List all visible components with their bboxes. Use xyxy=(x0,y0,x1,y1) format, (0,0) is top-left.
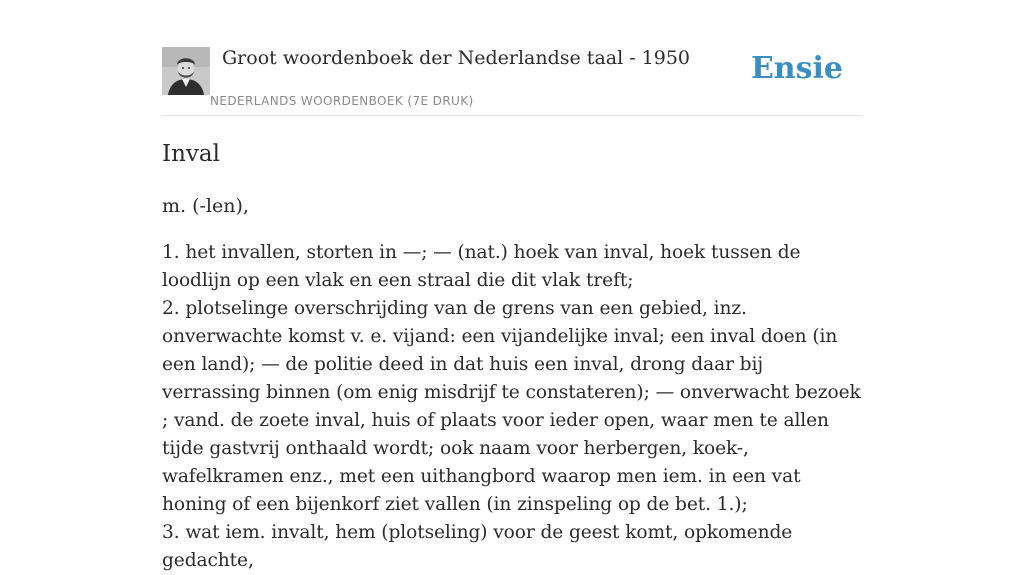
entry-grammar: m. (-len), xyxy=(162,195,249,217)
entry-definition xyxy=(162,239,867,575)
book-subtitle: NEDERLANDS WOORDENBOEK (7E DRUK) xyxy=(210,94,474,108)
entry-headword: Inval xyxy=(162,141,220,167)
sense-2: 2. plotselinge overschrijding van de grens van een gebied, inz. onverwachte komst v. e. vijand: een vijandelijke inval; een inval doen (in een land); — de politie deed in dat huis een inval, drong daar bij verrassing binnen (om enig misdrijf te constateren); — onverwacht bezoek ; vand. de zoete inval, huis of plaats voor ieder open, waar men te allen tijde gastvrij onthaald wordt; ook naam voor herbergen, koek-, wafelkramen enz., met een uithangbord waarop men iem. in een vat honing of een bijenkorf ziet vallen (in zinspeling op de bet. 1.); xyxy=(162,298,861,515)
sense-1: 1. het invallen, storten in —; — (nat.) hoek van inval, hoek tussen de loodlijn op een vlak en een straal die dit vlak treft; xyxy=(162,242,801,291)
book-title[interactable]: Groot woordenboek der Nederlandse taal - 1950 xyxy=(222,47,691,69)
main-content xyxy=(162,0,862,571)
ensie-logo[interactable]: Ensie xyxy=(750,51,843,86)
header xyxy=(162,0,862,116)
sense-3: 3. wat iem. invalt, hem (plotseling) voor de geest komt, opkomende gedachte, xyxy=(162,522,793,571)
author-avatar-icon[interactable] xyxy=(162,47,210,95)
